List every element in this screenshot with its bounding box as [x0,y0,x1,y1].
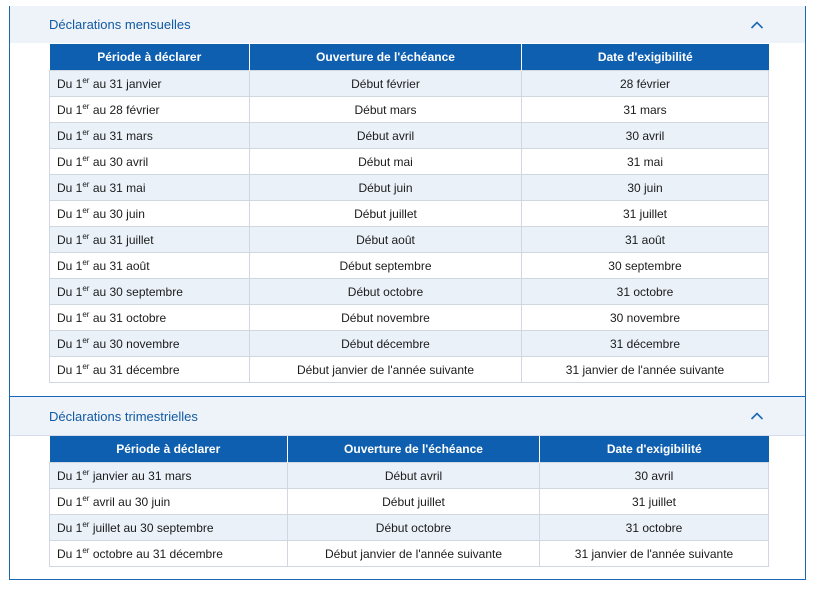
period-suffix: octobre au 31 décembre [89,546,223,561]
period-cell [50,463,288,489]
accordion-header-quarterly[interactable] [10,396,805,436]
due-date-cell: 31 janvier de l'année suivante [540,541,769,567]
period-cell [50,97,250,123]
period-prefix: Du 1 [57,284,83,299]
ordinal-suffix: er [82,519,90,529]
table-row [50,331,769,357]
ordinal-suffix: er [82,153,90,163]
opening-cell: Début novembre [250,305,522,331]
period-cell [50,279,250,305]
period-suffix: au 30 septembre [89,284,183,299]
ordinal-suffix: er [82,361,90,371]
period-cell [50,227,250,253]
table-row [50,149,769,175]
period-suffix: au 31 juillet [89,232,154,247]
opening-cell: Début janvier de l'année suivante [288,541,540,567]
period-cell [50,305,250,331]
period-prefix: Du 1 [57,258,83,273]
period-suffix: au 30 juin [89,206,145,221]
period-cell [50,175,250,201]
period-prefix: Du 1 [57,180,83,195]
ordinal-suffix: er [82,545,90,555]
due-date-cell: 31 octobre [540,515,769,541]
column-header-due-date: Date d'exigibilité [540,436,769,463]
ordinal-suffix: er [82,101,90,111]
period-cell [50,253,250,279]
ordinal-suffix: er [82,127,90,137]
opening-cell: Début février [250,71,522,97]
table-row [50,201,769,227]
period-suffix: au 28 février [89,102,160,117]
table-row [50,253,769,279]
accordion-header-monthly[interactable] [10,6,805,43]
ordinal-suffix: er [82,257,90,267]
due-date-cell: 31 octobre [522,279,769,305]
opening-cell: Début juillet [250,201,522,227]
table-row [50,489,769,515]
table-header-row [50,44,769,71]
opening-cell: Début juillet [288,489,540,515]
table-row [50,279,769,305]
ordinal-suffix: er [82,493,90,503]
period-cell [50,123,250,149]
table-row [50,97,769,123]
period-cell [50,149,250,175]
period-prefix: Du 1 [57,232,83,247]
period-prefix: Du 1 [57,468,83,483]
due-date-cell: 31 janvier de l'année suivante [522,357,769,383]
period-prefix: Du 1 [57,102,83,117]
period-suffix: avril au 30 juin [89,494,171,509]
table-row [50,541,769,567]
due-date-cell: 30 juin [522,175,769,201]
period-suffix: au 31 août [89,258,150,273]
due-date-cell: 31 août [522,227,769,253]
due-date-cell: 30 avril [522,123,769,149]
opening-cell: Début juin [250,175,522,201]
period-cell [50,71,250,97]
period-prefix: Du 1 [57,546,83,561]
period-cell [50,357,250,383]
period-suffix: au 31 mars [89,128,153,143]
opening-cell: Début mai [250,149,522,175]
period-suffix: au 31 janvier [89,76,162,91]
due-date-cell: 31 mars [522,97,769,123]
table-row [50,515,769,541]
ordinal-suffix: er [82,205,90,215]
table-row [50,227,769,253]
declarations-panel [9,6,806,580]
ordinal-suffix: er [82,179,90,189]
section-title-monthly: Déclarations mensuelles [49,17,191,32]
chevron-up-icon[interactable] [749,408,765,424]
column-header-opening: Ouverture de l'échéance [288,436,540,463]
due-date-cell: 30 septembre [522,253,769,279]
table-row [50,305,769,331]
due-date-cell: 31 juillet [540,489,769,515]
opening-cell: Début août [250,227,522,253]
period-cell [50,515,288,541]
due-date-cell: 30 novembre [522,305,769,331]
due-date-cell: 31 mai [522,149,769,175]
table-row [50,357,769,383]
period-prefix: Du 1 [57,336,83,351]
period-suffix: au 31 octobre [89,310,167,325]
column-header-opening: Ouverture de l'échéance [250,44,522,71]
table-header-row [50,436,769,463]
column-header-due-date: Date d'exigibilité [522,44,769,71]
opening-cell: Début avril [288,463,540,489]
opening-cell: Début décembre [250,331,522,357]
period-cell [50,489,288,515]
ordinal-suffix: er [82,467,90,477]
period-prefix: Du 1 [57,154,83,169]
chevron-up-icon[interactable] [749,17,765,33]
opening-cell: Début octobre [288,515,540,541]
column-header-period: Période à déclarer [50,436,288,463]
due-date-cell: 31 juillet [522,201,769,227]
period-suffix: janvier au 31 mars [89,468,192,483]
period-prefix: Du 1 [57,76,83,91]
period-suffix: juillet au 30 septembre [89,520,214,535]
table-row [50,463,769,489]
period-suffix: au 31 mai [89,180,146,195]
opening-cell: Début mars [250,97,522,123]
period-prefix: Du 1 [57,310,83,325]
opening-cell: Début janvier de l'année suivante [250,357,522,383]
period-prefix: Du 1 [57,206,83,221]
period-suffix: au 30 avril [89,154,149,169]
table-row [50,71,769,97]
monthly-table [49,44,769,383]
section-title-quarterly: Déclarations trimestrielles [49,408,198,424]
period-suffix: au 30 novembre [89,336,180,351]
period-prefix: Du 1 [57,128,83,143]
period-prefix: Du 1 [57,362,83,377]
column-header-period: Période à déclarer [50,44,250,71]
due-date-cell: 30 avril [540,463,769,489]
opening-cell: Début octobre [250,279,522,305]
period-cell [50,331,250,357]
ordinal-suffix: er [82,283,90,293]
ordinal-suffix: er [82,309,90,319]
ordinal-suffix: er [82,231,90,241]
quarterly-table [49,436,769,567]
ordinal-suffix: er [82,75,90,85]
period-cell [50,541,288,567]
due-date-cell: 31 décembre [522,331,769,357]
opening-cell: Début septembre [250,253,522,279]
due-date-cell: 28 février [522,71,769,97]
table-row [50,175,769,201]
period-suffix: au 31 décembre [89,362,180,377]
period-prefix: Du 1 [57,520,83,535]
ordinal-suffix: er [82,335,90,345]
table-row [50,123,769,149]
period-cell [50,201,250,227]
opening-cell: Début avril [250,123,522,149]
period-prefix: Du 1 [57,494,83,509]
